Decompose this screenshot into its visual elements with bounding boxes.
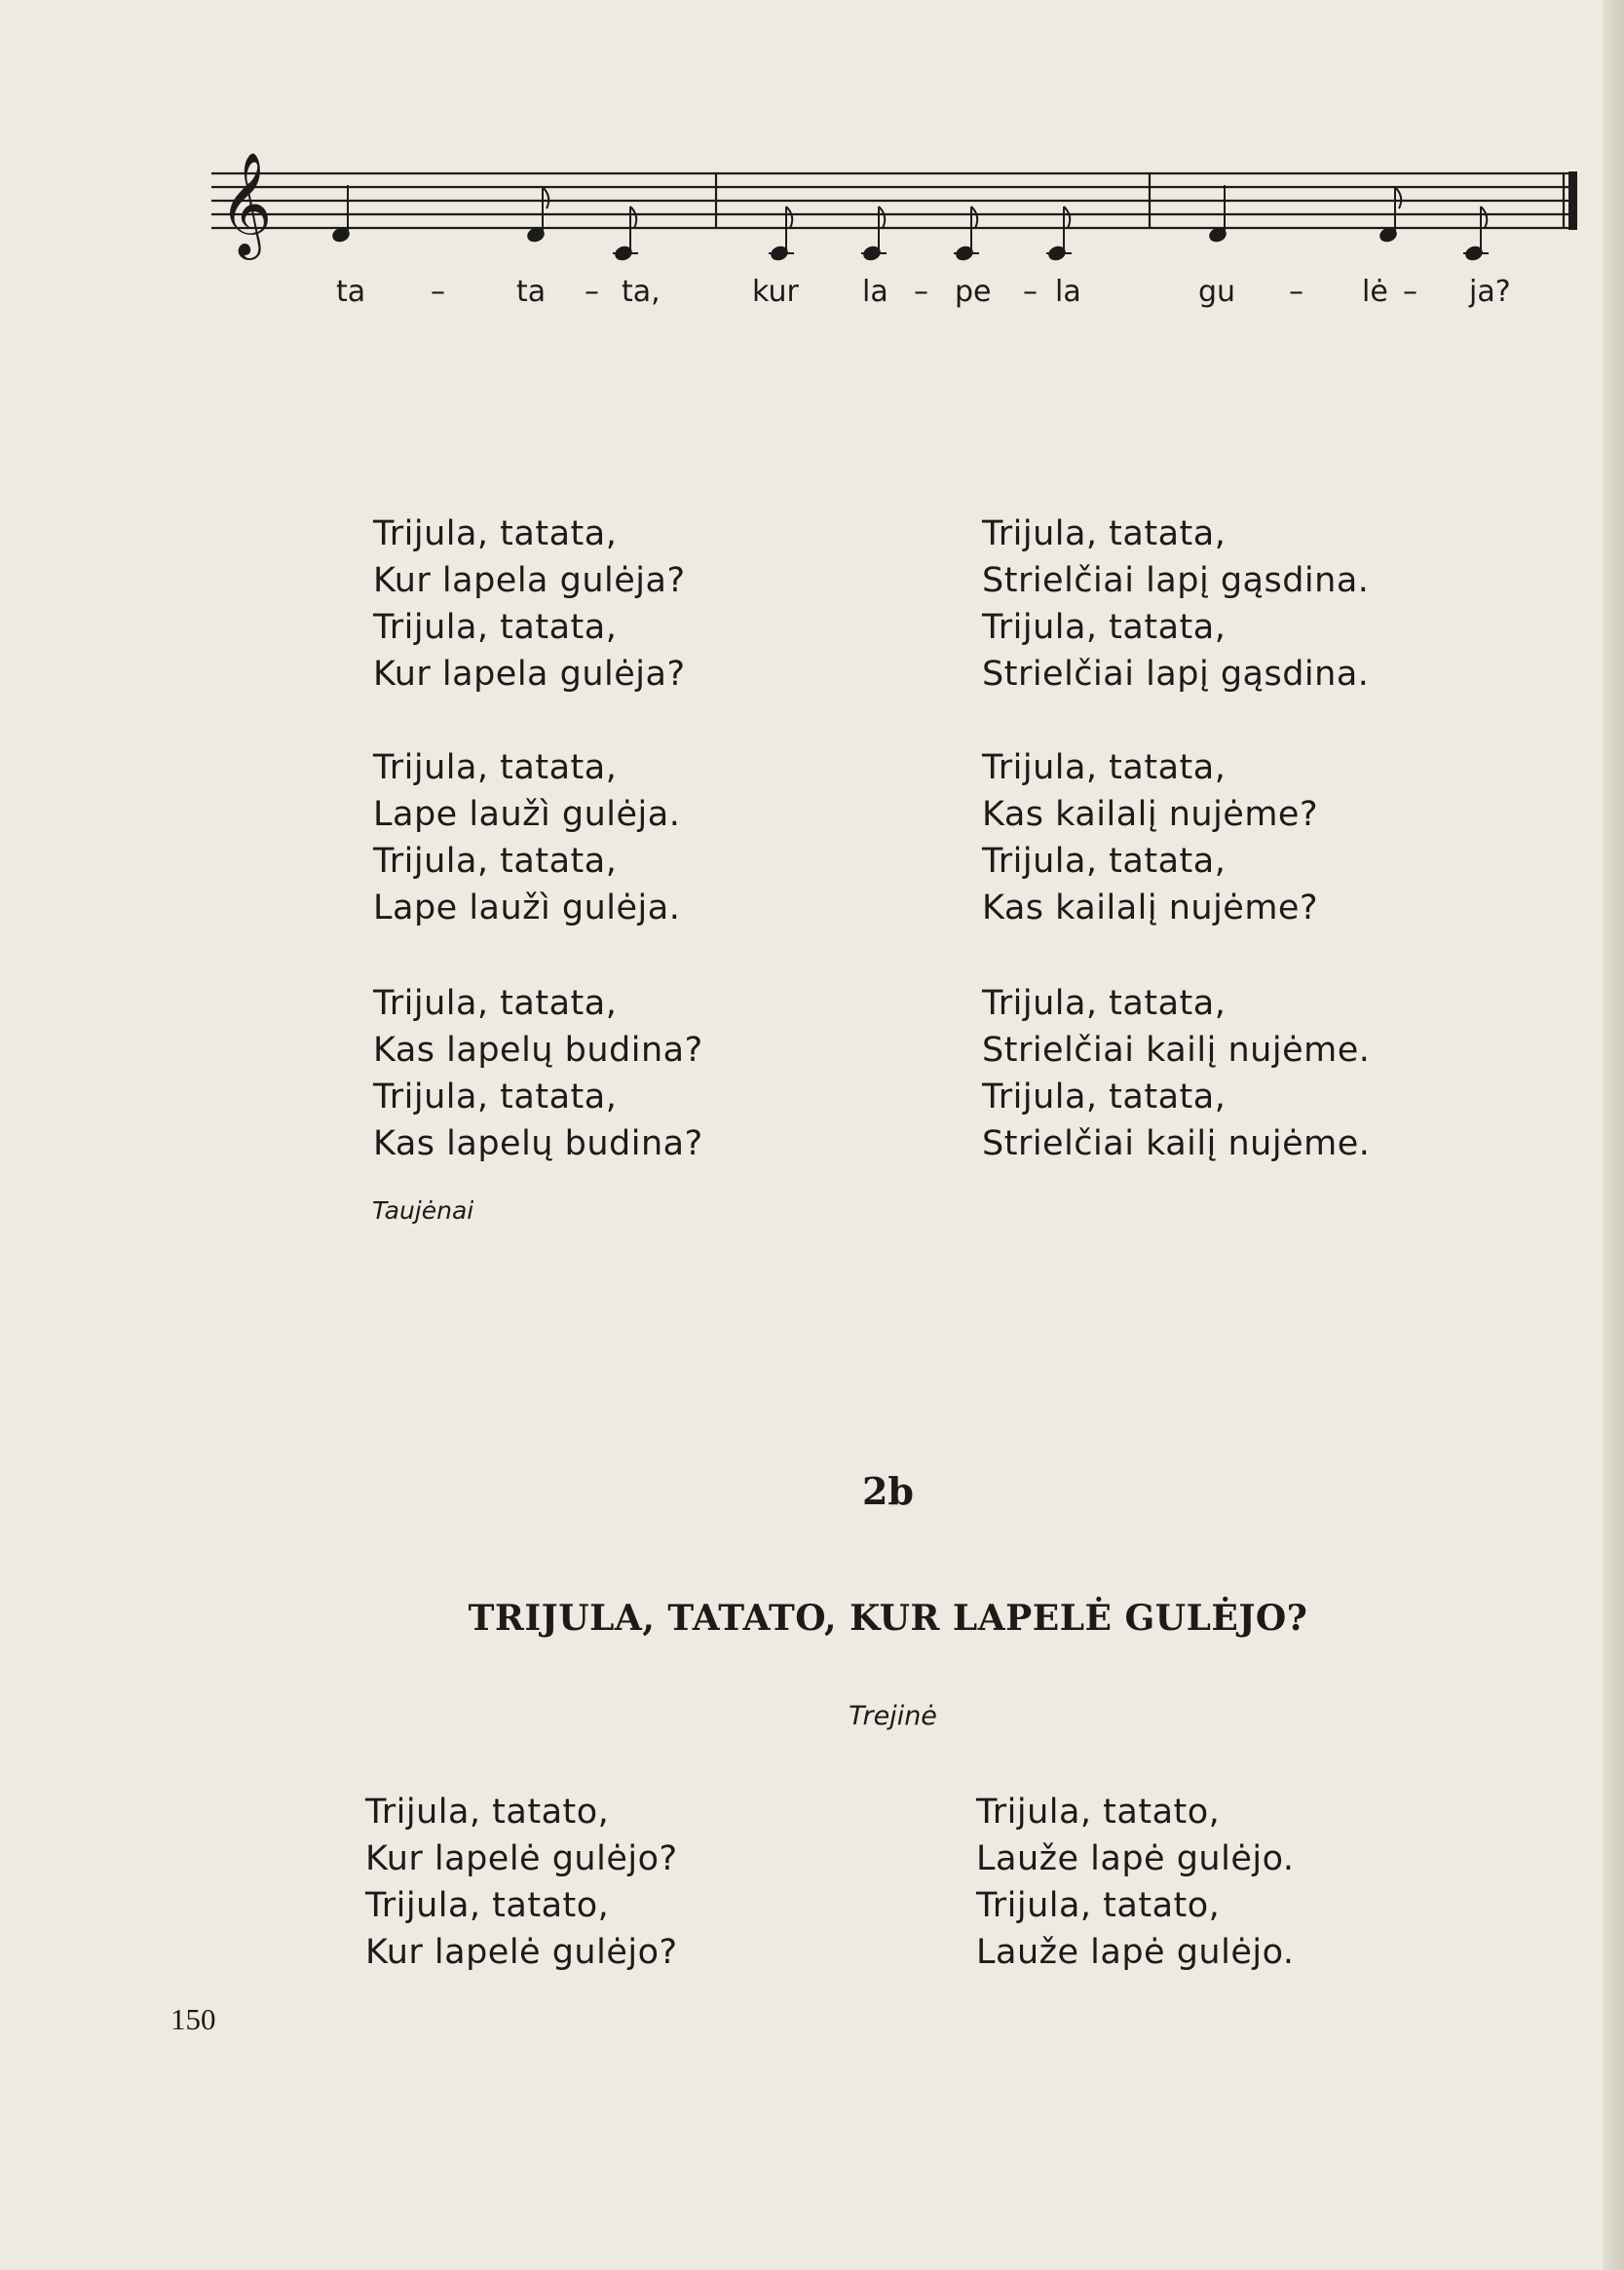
verse-line: Trijula, tatata, [373,514,618,553]
verse-line: Kur lapelė gulėjo? [365,1933,678,1972]
verse-left-3 [373,980,703,1167]
verse-line: Kas kailalį nujėme? [982,889,1319,927]
verse-line: Trijula, tatato, [976,1793,1221,1832]
verse-line: Trijula, tatata, [373,984,618,1023]
verse-line: Trijula, tatata, [982,1078,1227,1116]
verse2-right [976,1789,1295,1976]
verse-line: Trijula, tatata, [373,748,618,787]
verse-left-2 [373,744,680,931]
verse-line: Trijula, tatata, [373,842,618,881]
verse-left-1 [373,511,686,698]
lyric-hyphen: – [585,275,599,309]
lyric-syllable: ja? [1469,275,1511,309]
verse-line: Lape laužì gulėja. [373,795,681,834]
verse-line: Lauže lapė gulėjo. [976,1933,1295,1972]
treble-clef-icon: 𝄞 [219,151,273,255]
verse-line: Lauže lapė gulėjo. [976,1839,1295,1878]
verse-line: Kur lapela gulėja? [373,655,686,694]
page-edge [1603,0,1624,2270]
lyric-hyphen: – [1023,275,1038,309]
verse-line: Trijula, tatata, [982,748,1227,787]
lyric-syllable: ta, [622,275,661,309]
verse-line: Trijula, tatata, [982,608,1227,647]
section-number: 2b [861,1469,914,1513]
lyric-hyphen: – [914,275,928,309]
lyric-syllable: kur [752,275,799,309]
verse-line: Trijula, tatato, [365,1886,610,1925]
verse-right-1 [982,511,1369,698]
verse-line: Kas lapelų budina? [373,1124,703,1163]
verse-line: Kur lapela gulėja? [373,561,686,600]
verse-line: Trijula, tatata, [373,608,618,647]
lyric-hyphen: – [431,275,445,309]
verse-line: Trijula, tatata, [982,842,1227,881]
lyric-syllable: la [1055,275,1081,309]
verse-line: Trijula, tatata, [982,514,1227,553]
verse-line: Strielčiai lapį gąsdina. [982,561,1370,600]
verse-right-3 [982,980,1370,1167]
lyric-syllable: pe [955,275,992,309]
verse-line: Trijula, tatata, [982,984,1227,1023]
verse-line: Trijula, tatato, [976,1886,1221,1925]
verse-line: Kas kailalį nujėme? [982,795,1319,834]
verse-line: Lape laužì gulėja. [373,889,681,927]
song-title: TRIJULA, TATATO, KUR LAPELĖ GULĖJO? [468,1598,1308,1639]
verse-line: Trijula, tatato, [365,1793,610,1832]
lyric-hyphen: – [1403,275,1417,309]
verse-line: Strielčiai lapį gąsdina. [982,655,1370,694]
song-subtitle: Trejinė [849,1701,937,1731]
lyric-hyphen: – [1289,275,1303,309]
lyric-syllable: lė [1362,275,1388,309]
verse-line: Kur lapelė gulėjo? [365,1839,678,1878]
page-number: 150 [170,2002,216,2036]
lyric-syllable: ta [336,275,366,309]
verse-line: Strielčiai kailį nujėme. [982,1031,1371,1070]
verse2-left [365,1789,678,1976]
lyric-syllable: la [862,275,888,309]
verse-line: Strielčiai kailį nujėme. [982,1124,1371,1163]
verse-right-2 [982,744,1318,931]
verse-line: Kas lapelų budina? [373,1031,703,1070]
place-name: Taujėnai [372,1196,474,1225]
lyric-syllable: gu [1198,275,1236,309]
lyric-syllable: ta [516,275,547,309]
verse-line: Trijula, tatata, [373,1078,618,1116]
